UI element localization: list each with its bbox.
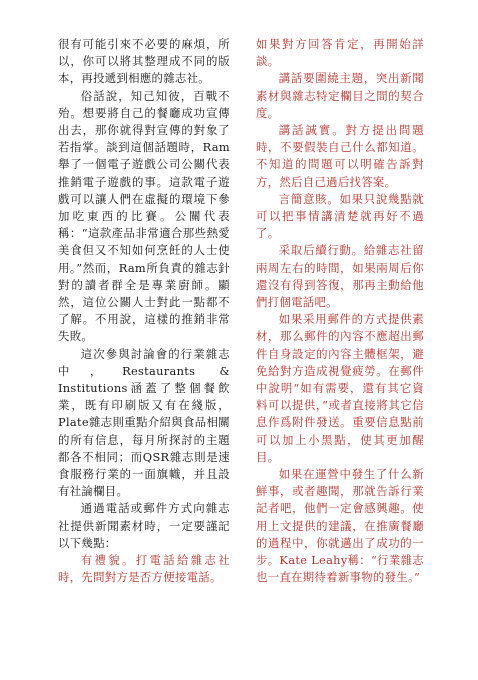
paragraph: 如果采用郵件的方式提供素材，那么郵件的內容不應超出郵件自身設定的內容主體框架，避免給對方造成視覺疲勞。在郵件中說明“如有需要，還有其它資料可以提供，”或者直接將其它信息作爲附件發送。重要信息點前可以加上小黑點，使其更加醒目。 <box>256 312 424 464</box>
paragraph: 言簡意賅。如果只說幾點就可以把事情講清楚就再好不過了。 <box>256 191 424 241</box>
paragraph: 俗話說，知己知彼，百戰不殆。想要將自己的餐廳成功宣傳出去，那你就得對宣傳的對象了若指掌。談到這個話題時，Ram舉了一個電子遊戲公司公關代表推銷電子遊戲的事。這款電子遊戲可以讓人們在虛擬的環境下參加吃東西的比賽。公關代表稱：“這款產品非常適合那些熱愛美食但又不知如何烹飪的人士使用。”然而，Ram所負責的雜志針對的讀者群全是專業廚師。顯然，這位公關人士對此一點都不了解。不用說，這樣的推銷非常失敗。 <box>58 88 230 344</box>
paragraph: 這次參與討論會的行業雜志中，Restaurants & Institutions涵蓋了整個餐飲業，既有印刷版又有在綫版，Plate雜志則重點介紹與食品相關的所有信息，每月所探討的主題都各不相同；而QSR雜志則是速食服務行業的一面旗幟，并且設有社論欄目。 <box>58 346 230 499</box>
paragraph: 通過電話或郵件方式向雜志社提供新聞素材時，一定要謹記以下幾點： <box>58 501 230 550</box>
left-text-column <box>58 36 230 587</box>
paragraph: 有禮貌。打電話給雜志社時，先問對方是否方便接電話。 <box>58 553 230 585</box>
paragraph: 講話誠實。對方提出問題時，不要假裝自己什么都知道。不知道的問題可以明確告訴對方，然后自己過后找答案。 <box>256 123 424 189</box>
paragraph: 采取后續行動。給雜志社留兩周左右的時間，如果兩周后你還沒有得到答復，那再主動給他們打個電話吧。 <box>256 243 424 310</box>
right-text-column <box>256 36 424 587</box>
paragraph: 如果在運營中發生了什么新鮮事，或者趣聞，那就告訴行業記者吧，他們一定會感興趣。使用上文提供的建議，在推廣餐廳的過程中，你就邁出了成功的一步。Kate Leahy稱：“行業雜志也一直在期待着新事物的發生。” <box>256 467 424 585</box>
paragraph: 很有可能引來不必要的麻煩，所以，你可以將其整理成不同的版本，再投遞到相應的雜志社。 <box>58 37 230 86</box>
paragraph: 如果對方回答肯定，再開始詳談。 <box>256 37 424 69</box>
paragraph: 講話要圍繞主題，突出新聞素材與雜志特定欄目之間的契合度。 <box>256 71 424 120</box>
